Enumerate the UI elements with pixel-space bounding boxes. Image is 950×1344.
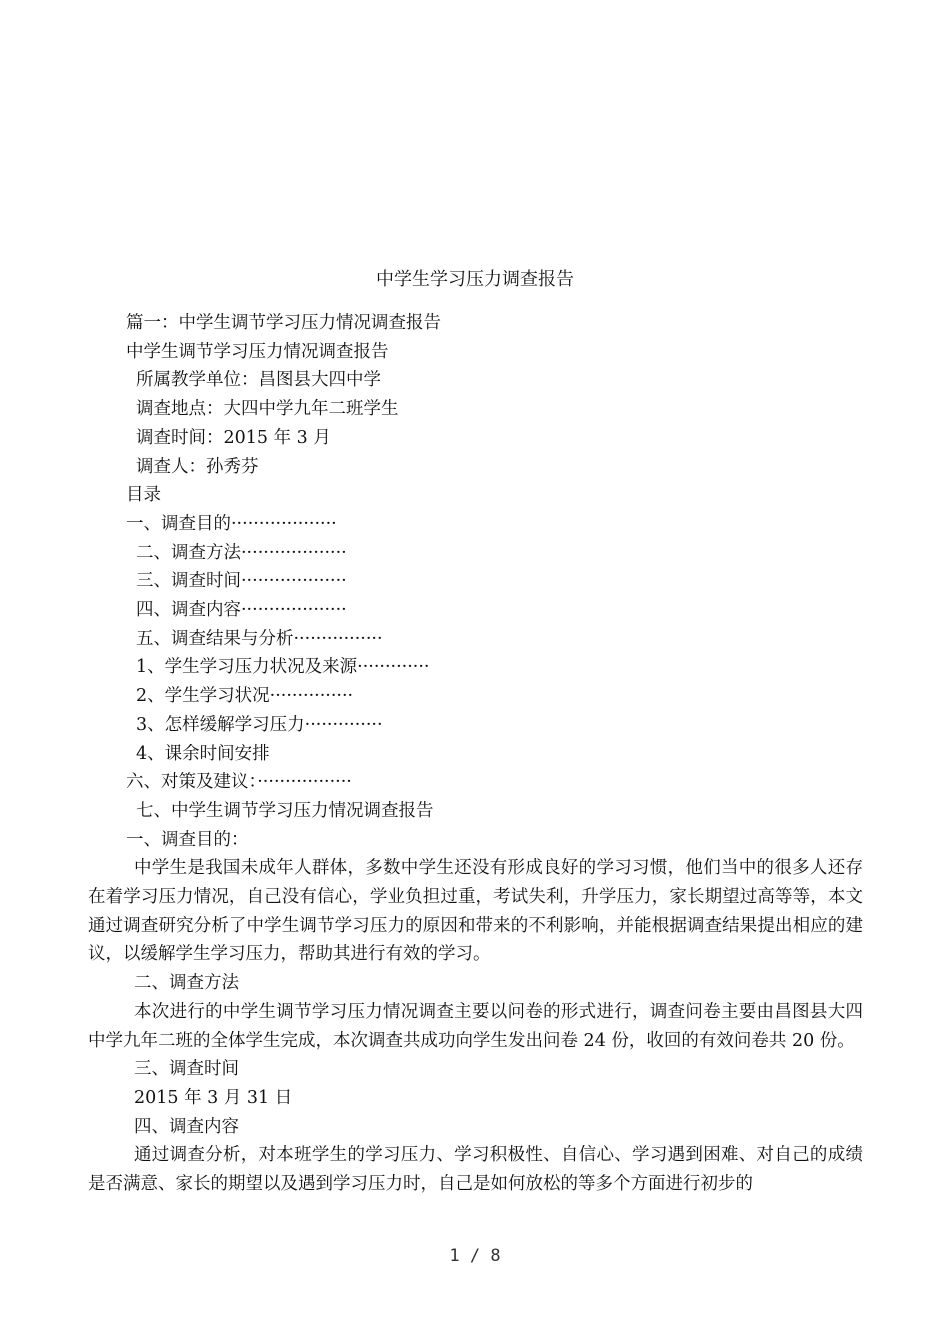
section-heading: 二、调查方法 [134, 973, 239, 994]
toc-heading: 目录 [126, 485, 161, 506]
toc-subitem: 1、学生学习压力状况及来源············· [136, 657, 430, 678]
report-subtitle: 中学生调节学习压力情况调查报告 [126, 341, 389, 362]
paragraph: 中学生是我国未成年人群体，多数中学生还没有形成良好的学习习惯，他们当中的很多人还存在着学习压力情况，自己没有信心，学业负担过重，考试失利，升学压力，家长期望过高等等，本文通过调查研究分析了中学生调节学习压力的原因和带来的不利影响，并能根据调查结果提出相应的建议，以缓解学生学习压力，帮助其进行有效的学习。 [88, 858, 863, 965]
document-body [88, 309, 863, 1199]
toc-item: 七、中学生调节学习压力情况调查报告 [136, 800, 434, 821]
info-investigator: 调查人：孙秀芬 [136, 456, 259, 477]
info-time: 调查时间：2015 年 3 月 [136, 427, 331, 448]
toc-subitem: 4、课余时间安排 [136, 743, 270, 764]
paragraph: 通过调查分析，对本班学生的学习压力、学习积极性、自信心、学习遇到困难、对自己的成绩是否满意、家长的期望以及遇到学习压力时，自己是如何放松的等多个方面进行初步的 [88, 1145, 863, 1195]
toc-item: 四、调查内容··················· [136, 600, 347, 621]
info-unit: 所属教学单位：昌图县大四中学 [136, 370, 381, 391]
section-heading: 一、调查目的： [126, 829, 249, 850]
toc-item: 三、调查时间··················· [136, 571, 347, 592]
info-location: 调查地点：大四中学九年二班学生 [136, 399, 399, 420]
section-heading: 四、调查内容 [134, 1116, 239, 1137]
article-part-heading: 篇一：中学生调节学习压力情况调查报告 [126, 313, 441, 333]
page-number: 1 / 8 [449, 1246, 501, 1266]
section-heading: 三、调查时间 [134, 1059, 239, 1080]
toc-subitem: 2、学生学习状况··············· [136, 686, 354, 707]
toc-subitem: 3、怎样缓解学习压力·············· [136, 714, 383, 735]
toc-item: 六、对策及建议：················· [126, 772, 352, 793]
document-title: 中学生学习压力调查报告 [376, 269, 574, 290]
toc-item: 二、调查方法··················· [136, 542, 347, 563]
toc-item: 五、调查结果与分析················ [136, 628, 383, 649]
paragraph: 本次进行的中学生调节学习压力情况调查主要以问卷的形式进行，调查问卷主要由昌图县大四中学九年二班的全体学生完成，本次调查共成功向学生发出问卷 24 份，收回的有效问卷共 20 份。 [88, 1001, 863, 1051]
toc-item: 一、调查目的··················· [126, 513, 337, 534]
survey-date: 2015 年 3 月 31 日 [134, 1087, 293, 1108]
